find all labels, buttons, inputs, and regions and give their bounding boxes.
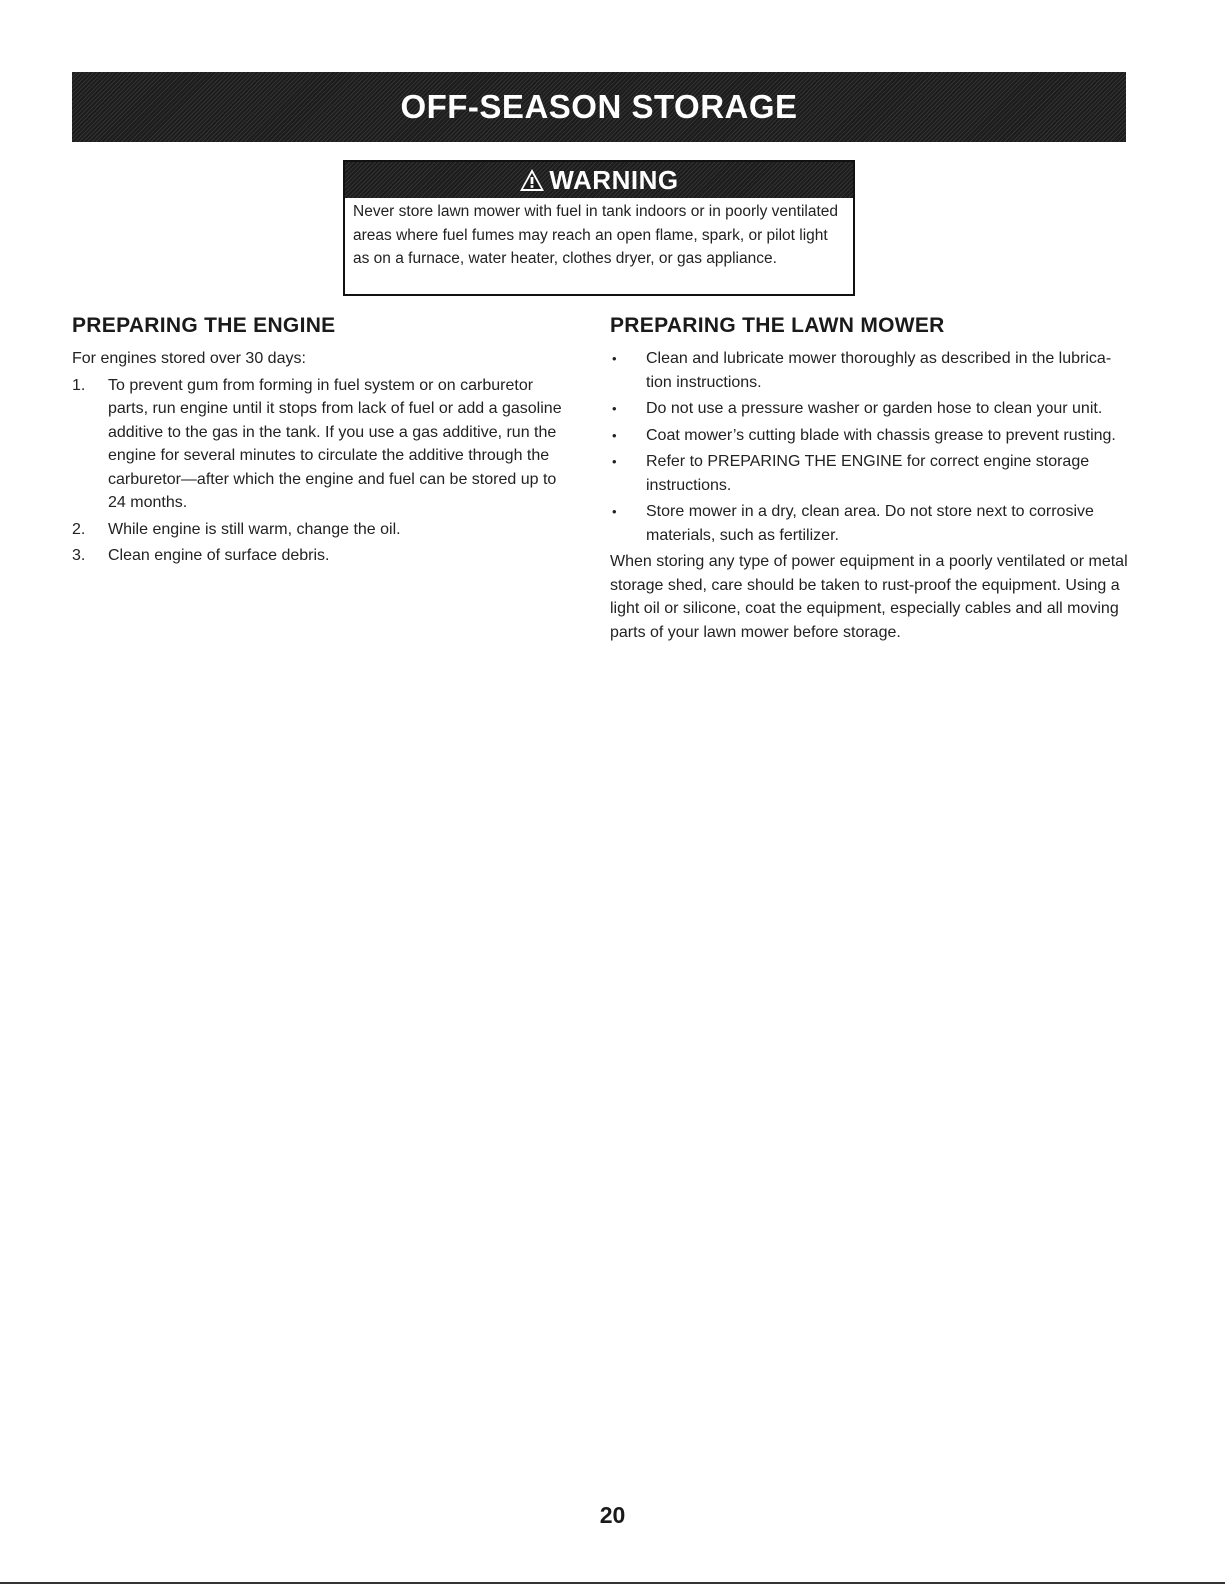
- bullet-icon: •: [612, 427, 617, 443]
- list-text: Do not use a pressure washer or garden hose to clean your unit.: [646, 400, 1103, 417]
- list-item: [610, 397, 1130, 421]
- list-text: While engine is still warm, change the oil.: [108, 520, 401, 538]
- list-text: Refer to PREPARING THE ENGINE for correct engine storage instructions.: [646, 453, 1090, 494]
- bullet-icon: •: [612, 401, 617, 416]
- list-text: Coat mower’s cutting blade with chassis grease to prevent rusting.: [646, 426, 1116, 444]
- list-item: [72, 544, 562, 568]
- engine-section: [72, 347, 562, 571]
- page-number: 20: [599, 1502, 626, 1528]
- warning-header: [345, 162, 853, 198]
- list-item: [610, 450, 1130, 497]
- list-text: To prevent gum from forming in fuel system or on carburetor parts, run engine until it stops from lack of fuel or add a gasoline additive to the gas in the tank. If you use a gas additive, run the engine for several minutes to circulate the additive through the carburetor—after which the engine and fuel can be stored up to 24 months.: [108, 376, 562, 511]
- list-text: Store mower in a dry, clean area. Do not store next to corrosive materials, such as fertilizer.: [646, 503, 1094, 544]
- warning-text: Never store lawn mower with fuel in tank indoors or in poorly ventilated areas where fuel fumes may reach an open flame, spark, or pilot light as on a furnace, water heater, clothes dryer, or gas appliance.: [353, 203, 839, 267]
- section-banner: [72, 72, 1126, 142]
- mower-section: [610, 347, 1130, 644]
- list-item: [610, 347, 1130, 394]
- list-text: Clean and lubricate mower thoroughly as described in the lubrica-tion instructions.: [646, 350, 1112, 391]
- mower-heading: PREPARING THE LAWN MOWER: [610, 314, 945, 337]
- bullet-icon: •: [612, 504, 617, 519]
- engine-intro: For engines stored over 30 days:: [72, 350, 306, 367]
- mower-closing-paragraph: When storing any type of power equipment in a poorly ventilated or metal storage shed, care should be taken to rust-proof the equipment. Using a light oil or silicone, coat the equipment, especially cables and all moving parts of your lawn mower before storage.: [610, 553, 1128, 641]
- list-item: [610, 424, 1130, 448]
- bottom-divider: [0, 1582, 1225, 1584]
- list-item: [72, 518, 562, 542]
- warning-title: WARNING: [549, 164, 679, 195]
- list-number: 2.: [72, 520, 86, 538]
- list-item: [72, 374, 562, 515]
- list-item: [610, 500, 1130, 547]
- warning-triangle-icon: [519, 168, 545, 192]
- bullet-icon: •: [612, 351, 617, 366]
- page-title: OFF-SEASON STORAGE: [400, 88, 798, 125]
- list-number: 3.: [72, 547, 86, 564]
- engine-heading: PREPARING THE ENGINE: [72, 314, 336, 337]
- list-number: 1.: [72, 376, 86, 394]
- warning-box: [343, 160, 855, 296]
- list-text: Clean engine of surface debris.: [108, 547, 330, 564]
- bullet-icon: •: [612, 454, 617, 469]
